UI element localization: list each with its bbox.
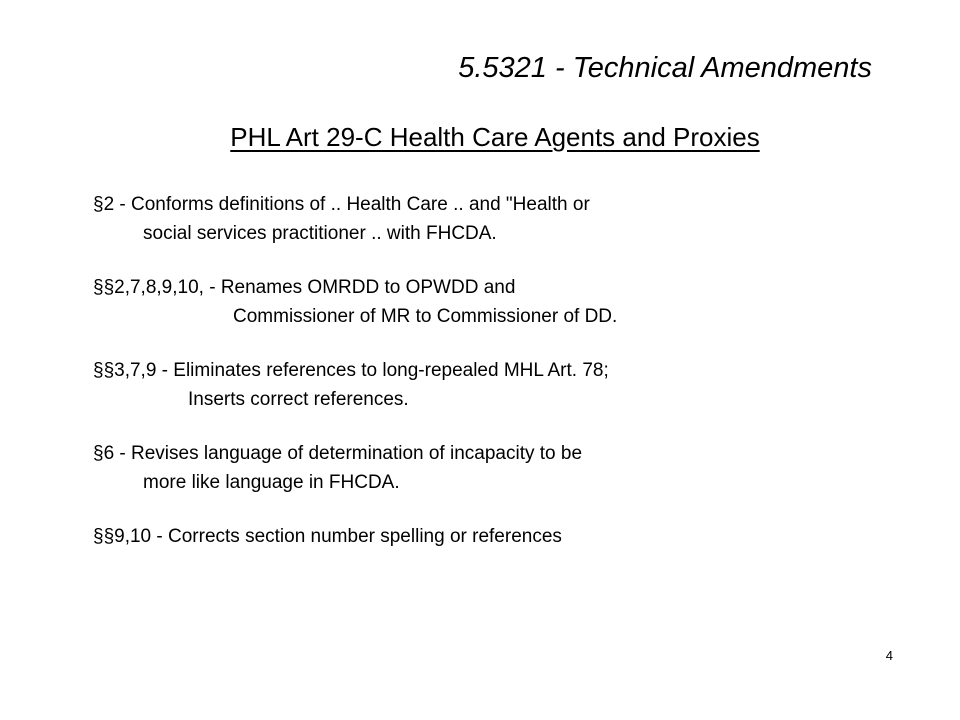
amendment-item	[93, 522, 617, 551]
amendment-item	[93, 190, 617, 248]
amendment-item	[93, 356, 617, 414]
section-heading: PHL Art 29-C Health Care Agents and Proxies	[230, 122, 760, 152]
slide-title: 5.5321 - Technical Amendments	[458, 52, 872, 84]
amendment-line: §2 - Conforms definitions of .. Health Care .. and "Health or	[93, 194, 590, 215]
amendment-line-continued: Commissioner of MR to Commissioner of DD.	[233, 306, 618, 327]
amendment-line: §§2,7,8,9,10, - Renames OMRDD to OPWDD and	[93, 277, 516, 298]
amendment-list	[93, 190, 617, 551]
amendment-item	[93, 439, 617, 497]
amendment-line-continued: social services practitioner .. with FHCDA.	[143, 223, 497, 244]
amendment-line-continued: more like language in FHCDA.	[143, 472, 400, 493]
amendment-line: §6 - Revises language of determination of incapacity to be	[93, 443, 583, 464]
amendment-item	[93, 273, 617, 331]
amendment-line: §§3,7,9 - Eliminates references to long-repealed MHL Art. 78;	[93, 360, 609, 381]
page-number: 4	[885, 648, 893, 663]
amendment-line: §§9,10 - Corrects section number spelling or references	[93, 526, 562, 547]
amendment-line-continued: Inserts correct references.	[188, 389, 409, 410]
